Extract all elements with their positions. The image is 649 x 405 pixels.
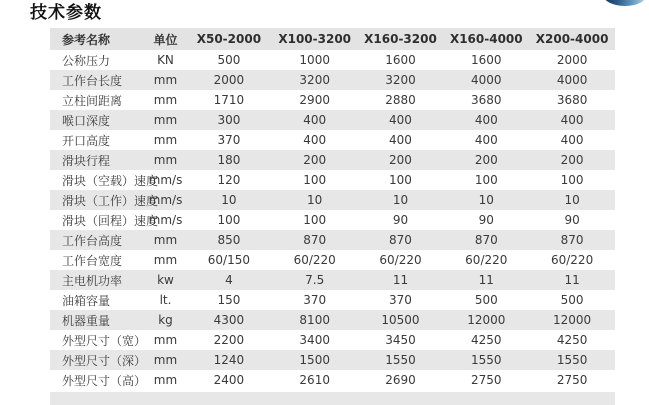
value-cell: 180 (217, 153, 241, 167)
parameter-name-cell: 外型尺寸（深） (62, 353, 147, 368)
value-cell: 100 (217, 213, 241, 227)
value-cell: 500 (474, 293, 498, 307)
table-row (50, 370, 615, 390)
parameter-name-cell: 立柱间距离 (62, 93, 123, 108)
parameter-name-cell: 外型尺寸（宽） (62, 333, 147, 348)
value-cell: 10 (478, 193, 494, 207)
value-cell: 2880 (385, 93, 416, 107)
value-cell: 400 (474, 133, 498, 147)
parameter-name-cell: 油箱容量 (62, 293, 111, 308)
value-cell: 2750 (471, 373, 502, 387)
table-row (50, 110, 615, 130)
value-cell: 10 (392, 193, 409, 207)
column-header-unit: 单位 (145, 28, 186, 50)
column-header-model: X50-2000 (186, 28, 272, 50)
value-cell: 370 (217, 133, 241, 147)
table-row (50, 130, 615, 150)
unit-cell: KN (157, 53, 174, 67)
value-cell: 400 (389, 133, 412, 147)
value-cell: 1710 (213, 93, 245, 107)
value-cell: 400 (303, 113, 327, 127)
unit-cell: mm/s (148, 193, 183, 207)
parameter-name-cell: 滑块（回程）速度 (62, 213, 159, 228)
value-cell: 10500 (381, 313, 420, 327)
value-cell: 3680 (556, 93, 588, 107)
table-row (50, 230, 615, 250)
table-row (50, 50, 615, 70)
value-cell: 850 (217, 233, 241, 247)
cutoff-next-row-stripe (50, 392, 615, 405)
unit-cell: mm (153, 253, 178, 267)
table-row (50, 90, 615, 110)
value-cell: 100 (389, 173, 412, 187)
value-cell: 3680 (471, 93, 502, 107)
value-cell: 500 (560, 293, 584, 307)
unit-cell: mm (153, 353, 178, 367)
table-row (50, 350, 615, 370)
table-header-row (50, 28, 615, 50)
value-cell: 1600 (385, 53, 416, 67)
value-cell: 870 (303, 233, 327, 247)
value-cell: 400 (474, 113, 498, 127)
parameter-name-cell: 喉口深度 (62, 113, 111, 128)
value-cell: 12000 (467, 313, 506, 327)
value-cell: 400 (560, 113, 584, 127)
unit-cell: mm/s (148, 173, 183, 187)
value-cell: 90 (392, 213, 409, 227)
table-row (50, 170, 615, 190)
value-cell: 870 (560, 233, 584, 247)
value-cell: 400 (303, 133, 327, 147)
technical-parameters-table (50, 28, 615, 390)
value-cell: 4000 (471, 73, 502, 87)
value-cell: 2200 (213, 333, 245, 347)
value-cell: 3400 (299, 333, 330, 347)
value-cell: 90 (564, 213, 580, 227)
table-row (50, 210, 615, 230)
value-cell: 60/150 (207, 253, 250, 267)
value-cell: 11 (392, 273, 409, 287)
value-cell: 200 (389, 153, 412, 167)
value-cell: 10 (221, 193, 237, 207)
value-cell: 1550 (471, 353, 502, 367)
value-cell: 2900 (299, 93, 330, 107)
parameter-name-cell: 外型尺寸（高） (62, 373, 147, 388)
column-header-model: X160-4000 (443, 28, 529, 50)
value-cell: 3450 (385, 333, 416, 347)
value-cell: 2000 (213, 73, 245, 87)
value-cell: 10 (564, 193, 580, 207)
value-cell: 1600 (471, 53, 502, 67)
value-cell: 400 (389, 113, 412, 127)
unit-cell: mm (153, 153, 178, 167)
value-cell: 1550 (556, 353, 588, 367)
value-cell: 150 (217, 293, 241, 307)
value-cell: 300 (217, 113, 241, 127)
unit-cell: mm (153, 133, 178, 147)
unit-cell: mm/s (148, 213, 183, 227)
value-cell: 3200 (385, 73, 416, 87)
column-header-model: X100-3200 (272, 28, 358, 50)
value-cell: 60/220 (379, 253, 422, 267)
value-cell: 60/220 (550, 253, 594, 267)
value-cell: 2750 (556, 373, 588, 387)
value-cell: 4000 (556, 73, 588, 87)
value-cell: 60/220 (293, 253, 336, 267)
value-cell: 100 (474, 173, 498, 187)
value-cell: 100 (303, 213, 327, 227)
value-cell: 2610 (299, 373, 330, 387)
column-header-parameter-name: 参考名称 (50, 28, 145, 50)
parameter-name-cell: 主电机功率 (62, 273, 123, 288)
value-cell: 100 (303, 173, 327, 187)
parameter-name-cell: 工作台宽度 (62, 253, 123, 268)
value-cell: 400 (560, 133, 584, 147)
value-cell: 12000 (553, 313, 592, 327)
unit-cell: lt. (159, 293, 172, 307)
unit-cell: mm (153, 333, 178, 347)
value-cell: 2690 (385, 373, 416, 387)
value-cell: 4300 (213, 313, 245, 327)
table-row (50, 250, 615, 270)
parameter-name-cell: 公称压力 (62, 53, 111, 68)
value-cell: 1000 (299, 53, 330, 67)
parameter-name-cell: 滑块（工作）速度 (62, 193, 159, 208)
parameter-name-cell: 工作台长度 (62, 73, 123, 88)
unit-cell: mm (153, 93, 178, 107)
value-cell: 370 (303, 293, 327, 307)
value-cell: 3200 (299, 73, 330, 87)
table-row (50, 190, 615, 210)
table-row (50, 290, 615, 310)
column-header-model: X200-4000 (529, 28, 615, 50)
value-cell: 1550 (385, 353, 416, 367)
value-cell: 4250 (556, 333, 588, 347)
table-row (50, 330, 615, 350)
value-cell: 60/220 (465, 253, 508, 267)
value-cell: 870 (389, 233, 412, 247)
value-cell: 8100 (299, 313, 330, 327)
value-cell: 2400 (213, 373, 245, 387)
value-cell: 10 (307, 193, 323, 207)
column-header-model: X160-3200 (358, 28, 444, 50)
value-cell: 11 (564, 273, 580, 287)
value-cell: 7.5 (305, 273, 325, 287)
parameter-name-cell: 滑块（空载）速度 (62, 173, 159, 188)
logo-swoosh-icon (603, 0, 647, 6)
parameter-name-cell: 滑块行程 (62, 153, 111, 168)
value-cell: 870 (474, 233, 498, 247)
unit-cell: kw (157, 273, 174, 287)
value-cell: 1240 (213, 353, 245, 367)
value-cell: 11 (478, 273, 494, 287)
parameter-name-cell: 工作台高度 (62, 233, 123, 248)
unit-cell: kg (158, 313, 173, 327)
page-title: 技术参数 (30, 3, 102, 23)
value-cell: 120 (217, 173, 241, 187)
value-cell: 90 (478, 213, 494, 227)
value-cell: 200 (303, 153, 327, 167)
table-row (50, 310, 615, 330)
table-body (50, 50, 615, 390)
value-cell: 4 (225, 273, 233, 287)
unit-cell: mm (153, 73, 178, 87)
table-row (50, 270, 615, 290)
value-cell: 100 (560, 173, 584, 187)
parameter-name-cell: 机器重量 (62, 313, 111, 328)
value-cell: 1500 (299, 353, 330, 367)
value-cell: 500 (217, 53, 241, 67)
parameter-name-cell: 开口高度 (62, 133, 111, 148)
unit-cell: mm (153, 373, 178, 387)
value-cell: 2000 (556, 53, 588, 67)
table-row (50, 70, 615, 90)
unit-cell: mm (153, 233, 178, 247)
value-cell: 200 (474, 153, 498, 167)
table-row (50, 150, 615, 170)
unit-cell: mm (153, 113, 178, 127)
value-cell: 4250 (471, 333, 502, 347)
value-cell: 370 (389, 293, 412, 307)
value-cell: 200 (560, 153, 584, 167)
